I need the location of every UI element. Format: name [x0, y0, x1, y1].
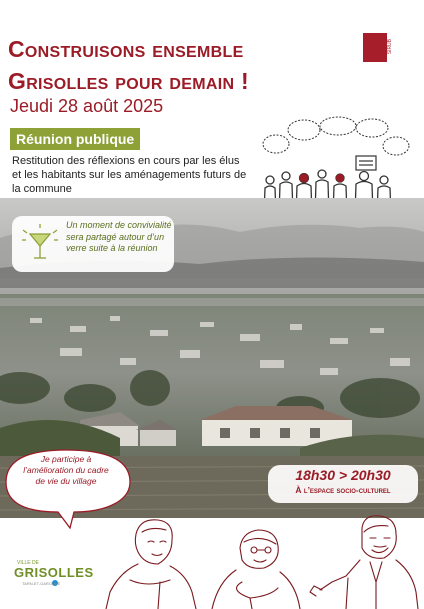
corner-logo-text: SIRUB: [387, 39, 393, 55]
poster-title: [8, 33, 249, 97]
cocktail-glass-icon: [20, 224, 60, 264]
residents-illustration: [100, 512, 424, 609]
event-time: 18h30 > 20h30: [295, 467, 391, 483]
logo-tagline: TARN-ET-GARONNE: [22, 581, 61, 586]
speech-bubble-text: Je participe à l’amélioration du cadre de vie du village: [23, 454, 109, 486]
title-line-1: Construisons ensemble: [8, 36, 244, 62]
event-description: Restitution des réflexions en cours par les élus et les habitants sur les aménagements futurs de la commune: [12, 155, 247, 195]
title-line-2: Grisolles pour demain !: [8, 68, 249, 94]
corner-logo: [363, 33, 393, 62]
convivial-note-text: Un moment de convivialité sera partagé autour d’un verre suite à la réunion: [66, 220, 172, 253]
schedule-box: [268, 465, 418, 503]
event-type-badge: Réunion publique: [10, 128, 140, 150]
event-date: Jeudi 28 août 2025: [10, 96, 164, 116]
convivial-note-box: [12, 216, 174, 272]
logo-ville-de: VILLE DE: [17, 560, 39, 566]
grisolles-logo: [12, 560, 92, 594]
logo-name: GRISOLLES: [14, 565, 94, 580]
event-place: À l’espace socio-culturel: [295, 485, 391, 495]
